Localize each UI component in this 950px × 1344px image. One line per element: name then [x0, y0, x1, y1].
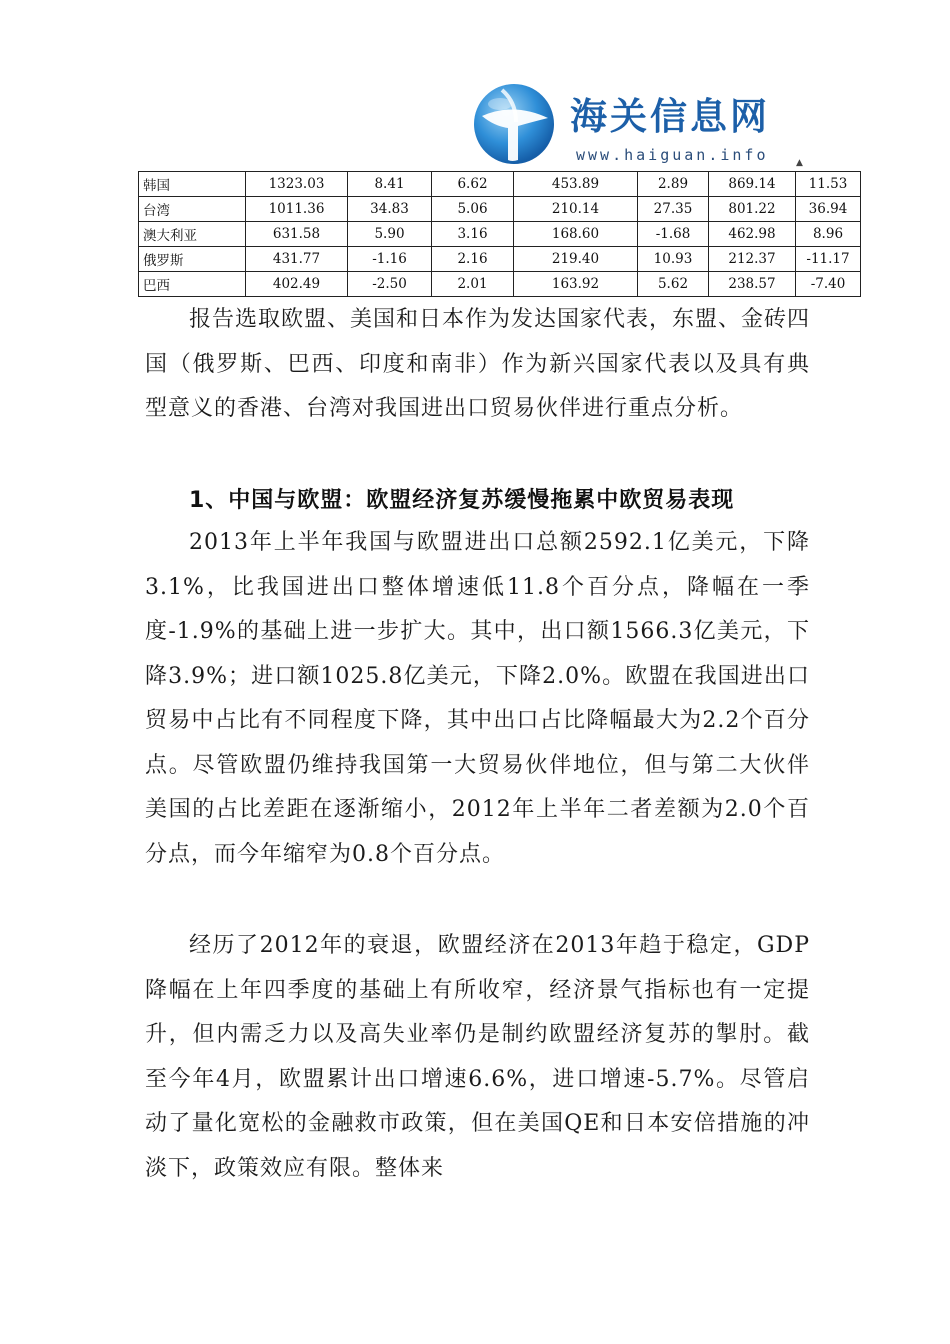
table-cell: 2.16: [432, 247, 514, 272]
table-row: [139, 222, 861, 247]
table-cell: 3.16: [432, 222, 514, 247]
table-cell: 1323.03: [246, 172, 348, 197]
table-cell: -7.40: [796, 272, 861, 297]
table-row: [139, 247, 861, 272]
eu-trade-paragraph: 2013年上半年我国与欧盟进出口总额2592.1亿美元，下降3.1%，比我国进出口整体增速低11.8个百分点，降幅在一季度-1.9%的基础上进一步扩大。其中，出口额1566.3亿美元，下降3.9%；进口额1025.8亿美元，下降2.0%。欧盟在我国进出口贸易中占比有不同程度下降，其中出口占比降幅最大为2.2个百分点。尽管欧盟仍维持我国第一大贸易伙伴地位，但与第二大伙伴美国的占比差距在逐渐缩小，2012年上半年二者差额为2.0个百分点，而今年缩窄为0.8个百分点。: [145, 530, 810, 867]
table-cell: 8.96: [796, 222, 861, 247]
table-cell: 2.89: [638, 172, 709, 197]
table-cell: -1.16: [348, 247, 432, 272]
table-cell: 431.77: [246, 247, 348, 272]
country-cell: 韩国: [139, 172, 246, 197]
table-cell: 5.62: [638, 272, 709, 297]
table-row: [139, 172, 861, 197]
table-row: [139, 197, 861, 222]
section-heading: 1、中国与欧盟：欧盟经济复苏缓慢拖累中欧贸易表现: [189, 488, 735, 513]
table-row: [139, 272, 861, 297]
table-cell: 462.98: [709, 222, 796, 247]
table-cell: 219.40: [514, 247, 638, 272]
table-cell: -2.50: [348, 272, 432, 297]
table-cell: 6.62: [432, 172, 514, 197]
table-cell: 801.22: [709, 197, 796, 222]
table-cell: 168.60: [514, 222, 638, 247]
table-cell: 27.35: [638, 197, 709, 222]
table-cell: 5.90: [348, 222, 432, 247]
table-cell: 210.14: [514, 197, 638, 222]
eu-economy-paragraph: 经历了2012年的衰退，欧盟经济在2013年趋于稳定，GDP降幅在上年四季度的基础上有所收窄，经济景气指标也有一定提升，但内需乏力以及高失业率仍是制约欧盟经济复苏的掣肘。截至今年4月，欧盟累计出口增速6.6%，进口增速-5.7%。尽管启动了量化宽松的金融救市政策，但在美国QE和日本安倍措施的冲淡下，政策效应有限。整体来: [145, 933, 810, 1181]
table-cell: -11.17: [796, 247, 861, 272]
table-cell: 36.94: [796, 197, 861, 222]
table-cell: 34.83: [348, 197, 432, 222]
country-cell: 巴西: [139, 272, 246, 297]
table-cell: 5.06: [432, 197, 514, 222]
table-cell: 163.92: [514, 272, 638, 297]
trade-partner-table: [138, 171, 861, 297]
table-cell: 869.14: [709, 172, 796, 197]
site-logo: [472, 82, 802, 170]
table-cell: 402.49: [246, 272, 348, 297]
country-cell: 俄罗斯: [139, 247, 246, 272]
logo-title: 海关信息网: [570, 95, 770, 138]
table-cell: 1011.36: [246, 197, 348, 222]
table-cell: 453.89: [514, 172, 638, 197]
table-cell: -1.68: [638, 222, 709, 247]
table-cell: 212.37: [709, 247, 796, 272]
country-cell: 澳大利亚: [139, 222, 246, 247]
table-cell: 11.53: [796, 172, 861, 197]
table-cell: 631.58: [246, 222, 348, 247]
intro-paragraph: 报告选取欧盟、美国和日本作为发达国家代表，东盟、金砖四国（俄罗斯、巴西、印度和南非）作为新兴国家代表以及具有典型意义的香港、台湾对我国进出口贸易伙伴进行重点分析。: [145, 307, 811, 421]
globe-logo-icon: [472, 82, 556, 166]
logo-url: www.haiguan.info: [576, 146, 769, 164]
table-cell: 10.93: [638, 247, 709, 272]
table-cell: 238.57: [709, 272, 796, 297]
table-cell: 2.01: [432, 272, 514, 297]
table-cell: 8.41: [348, 172, 432, 197]
country-cell: 台湾: [139, 197, 246, 222]
logo-mark: ▲: [796, 158, 803, 168]
